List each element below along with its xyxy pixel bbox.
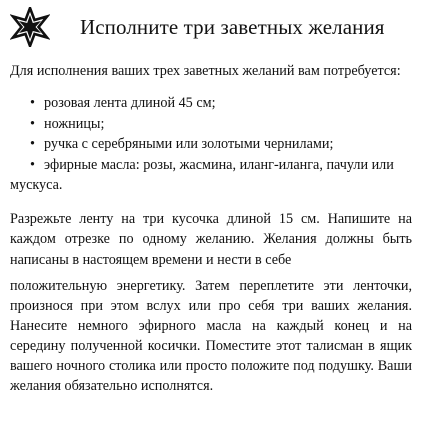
- bullet-icon: •: [30, 136, 35, 152]
- list-item: [10, 155, 412, 196]
- list-item: [10, 134, 412, 155]
- bullet-icon: •: [30, 115, 35, 132]
- list-item-text: розовая лента длиной 45 см;: [44, 95, 216, 111]
- list-item: [10, 93, 412, 114]
- supplies-list: [10, 93, 412, 196]
- bullet-icon: •: [30, 95, 35, 111]
- list-item: [10, 114, 412, 135]
- star-icon: [10, 7, 50, 47]
- instructions-paragraph-2: положительную энергетику. Затем переплетите эти ленточки, произнося при этом вслух или про себя три ваших желания. Нанесите немного эфирного масла на каждый конец и на середину полученной косички. Поместите этот талисман в ящик вашего ночного столика или просто положите под подушку. Ваши желания обязательно исполнятся.: [10, 278, 412, 394]
- bullet-icon: •: [30, 156, 35, 173]
- section-header: [10, 6, 412, 48]
- list-item-text: эфирные масла: розы, жасмина, иланг-иланга, пачули или мускуса.: [10, 156, 394, 193]
- list-item-text: ручка с серебряными или золотыми чернилами;: [44, 136, 334, 152]
- list-item-text: ножницы;: [44, 115, 105, 132]
- page-title: Исполните три заветных желания: [80, 14, 385, 39]
- instructions-paragraph-1: Разрежьте ленту на три кусочка длиной 15 см. Напишите на каждом отрезке по одному желанию. Желания должны быть написаны в настоящем времени и нести в себе: [10, 210, 412, 268]
- intro-text: Для исполнения ваших трех заветных желаний вам потребуется:: [10, 63, 401, 79]
